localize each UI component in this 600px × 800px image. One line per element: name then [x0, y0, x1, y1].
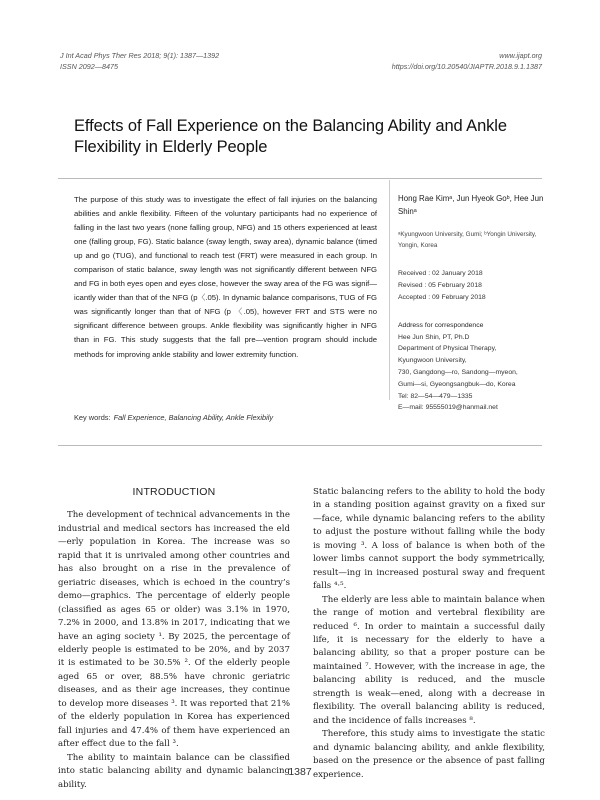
body-paragraph: The elderly are less able to maintain balance when the range of motion and vertebral flexibility are reduced ⁶. In order to maintain a successful daily life, it is necessary for the elderly to have a balancing ability, so that a proper posture can be maintained ⁷. However, with the increase in age, the balancing ability is reduced, and the muscle strength is weak—ened, along with a decrease in flexibility. The overall balancing ability is reduced, and the incidence of falls increases ⁸.	[313, 594, 545, 726]
keywords-label: Key words:	[74, 413, 111, 422]
correspondence-address-line1: 730, Gangdong—ro, Sandong—myeon,	[398, 368, 518, 376]
column-divider	[389, 180, 390, 400]
author-affiliation: ᵃKyungwoon University, Gumi; ᵇYongin University, Yongin, Korea	[398, 231, 537, 250]
revised-date: Revised : 05 February 2018	[398, 282, 482, 290]
abstract-text: The purpose of this study was to investigate the effect of fall injuries on the balancing abilities and ankle flexibility. Fifteen of the voluntary participants had no experience of falling in the last two years (none falling group, NFG) and 15 others experienced at least one (falling group, FG). Static balance (sway length, sway area), dynamic balance (timed up and go (TUG), and functional to reach test (FRT) were measured in each group. In comparison of static balance, sway length was not significantly different between NFG and FG in both eyes open and eyes close, however the sway area of the FG was signif—icantly wider than that of the NFG (p〈.05). In dynamic balance comparisons, TUG of FG was significantly longer than that of NFG (p 〈.05), however FRT and STS were no significant difference between groups. Ankle flexibility was significantly higher in NFG than in FG. This study suggests that the fall pre—vention program should include methods for improving ankle stability and lower extremity function.	[74, 195, 377, 359]
article-title: Effects of Fall Experience on the Balancing Ability and Ankle Flexibility in Elderly People	[74, 117, 507, 156]
author-list: Hong Rae Kimᵃ, Jun Hyeok Goᵇ, Hee Jun Shinᵃ	[398, 194, 544, 216]
journal-website-link[interactable]: www.ijapt.org	[499, 51, 542, 60]
running-header-right	[392, 50, 542, 72]
doi-link[interactable]: https://doi.org/10.20540/JIAPTR.2018.9.1.1387	[391, 62, 542, 71]
body-paragraph: Static balancing refers to the ability to hold the body in a standing position against gravity on a fixed sur—face, while dynamic balancing refers to the ability to adjust the posture without falling while the body is moving ³. A loss of balance is when both of the lower limbs cannot support the body symmetrically, result—ing in increased postural sway and frequent falls ⁴·⁵.	[313, 487, 545, 592]
correspondence-university: Kyungwoon University,	[398, 357, 467, 365]
correspondence-department: Department of Physical Therapy,	[398, 345, 497, 353]
page-number: 1387	[288, 766, 312, 778]
correspondence-block	[398, 320, 544, 414]
correspondence-tel: Tel: 82—54—479—1335	[398, 392, 473, 400]
body-paragraph: The ability to maintain balance can be classified into static balancing ability and dynamic balancing ability.	[58, 752, 290, 790]
article-dates	[398, 268, 544, 303]
running-header-left	[60, 50, 219, 72]
body-column-left	[58, 486, 290, 792]
section-heading-introduction: INTRODUCTION	[132, 486, 216, 498]
accepted-date: Accepted : 09 February 2018	[398, 294, 486, 301]
issn: ISSN 2092—8475	[60, 62, 118, 71]
keywords-line	[74, 413, 273, 422]
correspondence-email-link[interactable]: E—mail: 95555019@hanmail.net	[398, 404, 498, 412]
received-date: Received : 02 January 2018	[398, 270, 483, 278]
body-paragraph: Therefore, this study aims to investigate the static and dynamic balancing ability, and ankle flexibility, based on the presence or the absence of past falling experience.	[313, 729, 545, 780]
body-column-right	[313, 486, 545, 782]
keywords-value: Fall Experience, Balancing Ability, Ankle Flexibily	[113, 413, 274, 422]
correspondence-name: Hee Jun Shin, PT, Ph.D	[398, 333, 470, 341]
body-paragraph: The development of technical advancements in the industrial and medical sectors has increased the eld—erly population in Korea. The increase was so rapid that it is unrivaled among other countries and has also brought on a rise in the prevalence of geriatric diseases, which is echoed in the country’s demo—graphics. The percentage of elderly people (classified as ages 65 or older) was 3.1% in 1970, 7.2% in 2000, and 13.8% in 2017, indicating that we have an aging society ¹. By 2025, the percentage of elderly people is estimated to be 20%, and by 2037 it is estimated to be 30.5% ². Of the elderly people aged 65 or over, 88.5% have chronic geriatric diseases, and as their age increases, they continue to develop more diseases ³. It was reported that 21% of the elderly population in Korea has experienced fall injuries and 47.4% of them have experienced an after effect due to the fall ³.	[58, 510, 290, 750]
article-info-sidebar	[398, 193, 544, 414]
journal-citation: J Int Acad Phys Ther Res 2018; 9(1): 1387—1392	[60, 51, 220, 60]
correspondence-title: Address for correspondence	[398, 321, 484, 329]
correspondence-address-line2: Gumi—si, Gyeongsangbuk—do, Korea	[398, 380, 516, 388]
